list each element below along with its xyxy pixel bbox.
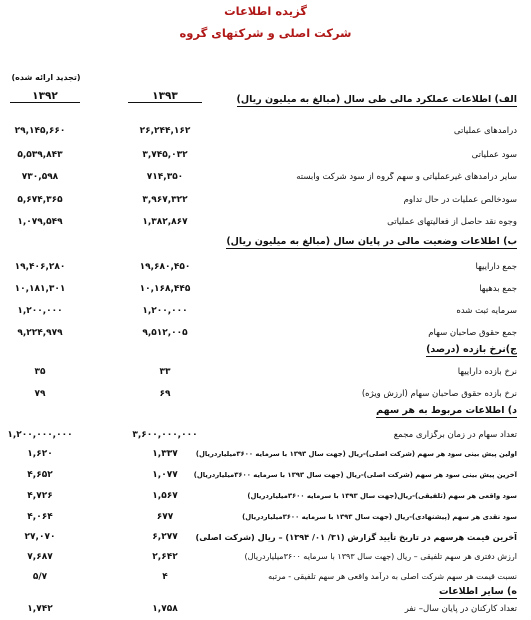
value-1393: ۶۷۷ <box>156 512 174 522</box>
value-1393: ۳,۶۰۰,۰۰۰,۰۰۰ <box>132 430 198 440</box>
row-label: نرخ بازده داراییها <box>457 367 517 377</box>
column-header-1392: ۱۳۹۲ <box>10 90 80 103</box>
row-label: اولین پیش بینی سود هر سهم (شرکت اصلی)-ریال (جهت سال ۱۳۹۳ با سرمایه ۳۶۰۰میلیاردریال) <box>195 450 517 458</box>
value-1393: ۱,۷۵۸ <box>152 604 178 614</box>
row-label: سایر درآمدهای غیرعملیاتی و سهم گروه از سود شرکت وابسته <box>296 172 517 182</box>
value-1393: ۷۱۴,۳۵۰ <box>146 172 184 182</box>
value-1393: ۱,۳۸۲,۸۶۷ <box>142 217 188 227</box>
row-label: آخرین قیمت هرسهم در تاریخ تأیید گزارش (۳۱/ ۰۱/ ۱۳۹۴) – ریال (شرکت اصلی) <box>195 532 517 542</box>
value-1392: ۲۷,۰۷۰ <box>24 532 56 542</box>
value-1392: ۱۹,۴۰۶,۲۸۰ <box>14 262 66 272</box>
restated-note: (تجدید ارائه شده) <box>11 73 81 82</box>
value-1393: ۱,۲۰۰,۰۰۰ <box>142 306 188 316</box>
value-1393: ۲۶,۲۴۴,۱۶۲ <box>139 126 191 136</box>
row-label: تعداد سهام در زمان برگزاری مجمع <box>393 430 517 440</box>
value-1393: ۱۹,۶۸۰,۴۵۰ <box>139 262 191 272</box>
value-1392: ۱,۲۰۰,۰۰۰,۰۰۰ <box>7 430 73 440</box>
value-1393: ۹,۵۱۲,۰۰۵ <box>142 328 188 338</box>
row-label: ارزش دفتری هر سهم تلفیقی – ریال (جهت سال ۱۳۹۳ با سرمایه ۳۶۰۰میلیاردریال) <box>244 552 517 561</box>
value-1393: ۱,۰۷۷ <box>152 470 178 480</box>
value-1392: ۳۵ <box>34 367 46 377</box>
value-1392: ۷۹ <box>34 389 46 399</box>
value-1392: ۵,۶۷۴,۳۶۵ <box>17 195 63 205</box>
value-1392: ۴,۰۶۴ <box>27 512 53 522</box>
value-1393: ۳۳ <box>159 367 171 377</box>
row-label: جمع بدهیها <box>479 284 517 294</box>
value-1393: ۲,۶۴۲ <box>152 552 178 562</box>
value-1393: ۱,۳۳۷ <box>152 449 178 459</box>
value-1393: ۱,۵۶۷ <box>152 491 178 501</box>
row-label: تعداد کارکنان در پایان سال– نفر <box>404 604 517 614</box>
row-label: سودخالص عملیات در حال تداوم <box>403 195 517 205</box>
value-1393: ۳,۷۴۵,۰۳۲ <box>142 150 188 160</box>
value-1392: ۲۹,۱۴۵,۶۶۰ <box>14 126 66 136</box>
value-1393: ۱۰,۱۶۸,۴۴۵ <box>139 284 191 294</box>
value-1392: ۱,۰۷۹,۵۴۹ <box>17 217 63 227</box>
value-1392: ۱,۲۰۰,۰۰۰ <box>17 306 63 316</box>
row-label: سود واقعی هر سهم (تلفیقی)-ریال(جهت سال ۱۳۹۳ با سرمایه ۳۶۰۰میلیاردریال) <box>247 492 517 500</box>
sub-title: شرکت اصلی و شرکتهای گروه <box>179 26 352 40</box>
section-d-title: د) اطلاعات مربوط به هر سهم <box>376 405 517 416</box>
value-1393: ۳,۹۶۷,۳۲۲ <box>142 195 188 205</box>
row-label: سود نقدی هر سهم (پیشنهادی)-ریال (جهت سال ۱۳۹۳ با سرمایه ۳۶۰۰میلیاردریال) <box>242 513 517 521</box>
row-label: وجوه نقد حاصل از فعالیتهای عملیاتی <box>387 217 517 227</box>
main-title: گزیده اطلاعات <box>224 4 307 18</box>
row-label: نرخ بازده حقوق صاحبان سهام (ارزش ویژه) <box>361 389 517 399</box>
column-header-1393: ۱۳۹۳ <box>128 90 202 103</box>
row-label: سرمایه ثبت شده <box>456 306 517 316</box>
row-label: سود عملیاتی <box>471 150 517 160</box>
value-1392: ۵/۷ <box>32 572 48 582</box>
value-1392: ۷,۶۸۷ <box>27 552 53 562</box>
section-e-title: ه) سایر اطلاعات <box>439 586 517 597</box>
value-1392: ۴,۷۲۶ <box>27 491 53 501</box>
value-1392: ۱۰,۱۸۱,۳۰۱ <box>14 284 66 294</box>
value-1393: ۶۹ <box>159 389 171 399</box>
section-a-title: الف) اطلاعات عملکرد مالی طی سال (مبالغ به میلیون ریال) <box>236 94 517 105</box>
value-1392: ۹,۲۲۴,۹۷۹ <box>17 328 63 338</box>
row-label: جمع حقوق صاحبان سهام <box>428 328 517 338</box>
value-1392: ۱,۷۴۲ <box>27 604 53 614</box>
row-label: درآمدهای عملیاتی <box>453 126 517 136</box>
row-label: آخرین پیش بینی سود هر سهم (شرکت اصلی)-ریال (جهت سال ۱۳۹۳ با سرمایه ۳۶۰۰میلیاردریال) <box>193 471 517 479</box>
section-c-title: ج)نرخ بازده (درصد) <box>426 344 517 355</box>
value-1392: ۱,۶۲۰ <box>27 449 53 459</box>
value-1392: ۵,۵۳۹,۸۴۳ <box>17 150 63 160</box>
row-label: جمع داراییها <box>475 262 517 272</box>
value-1392: ۷۳۰,۵۹۸ <box>21 172 59 182</box>
value-1393: ۶,۲۷۷ <box>152 532 178 542</box>
value-1392: ۴,۶۵۲ <box>27 470 53 480</box>
value-1393: ۴ <box>162 572 168 582</box>
row-label: نسبت قیمت هر سهم شرکت اصلی به درآمد واقعی هر سهم تلفیقی - مرتبه <box>268 572 517 581</box>
section-b-title: ب) اطلاعات وضعیت مالی در پایان سال (مبالغ به میلیون ریال) <box>226 236 517 247</box>
